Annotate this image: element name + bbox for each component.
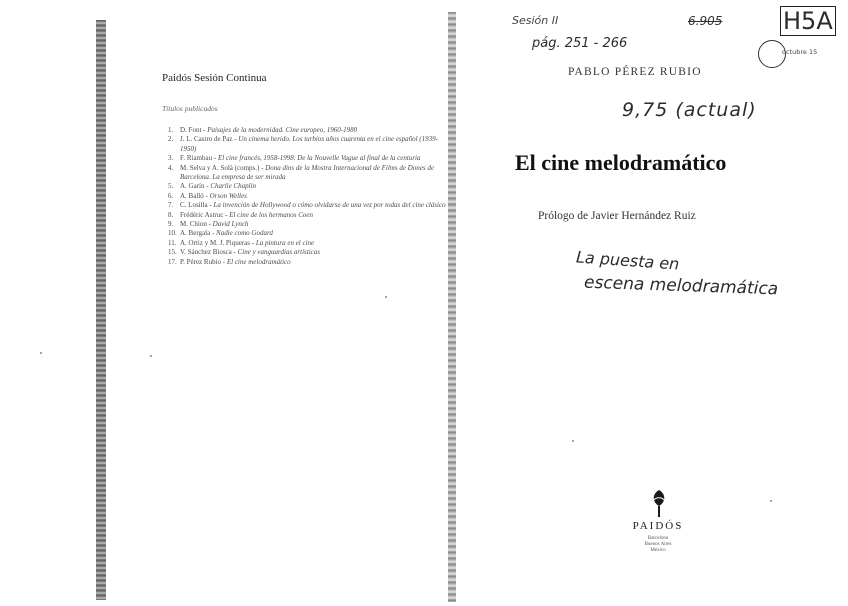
book-author: A. Balló - xyxy=(180,191,210,200)
book-gutter xyxy=(448,12,456,602)
book-number: 11. xyxy=(168,238,177,247)
publisher-name: PAIDÓS xyxy=(632,520,684,532)
book-title-entry: Un cinema herido. Los turbios años cuarenta en el cine español (1939-1950) xyxy=(180,135,438,153)
book-author: J. L. Castro de Paz - xyxy=(180,135,239,144)
handwritten-date: octubre 15 xyxy=(782,48,818,56)
book-author: M. Chion - xyxy=(180,220,213,229)
handwritten-note-line2: escena melodramática xyxy=(583,272,779,300)
city-line: Barcelona xyxy=(647,536,669,541)
book-author: D. Font - xyxy=(180,126,208,134)
publisher-cities xyxy=(618,536,698,554)
left-page xyxy=(110,0,446,606)
book-list-item xyxy=(168,239,448,248)
list-heading: Títulos publicados xyxy=(162,104,218,113)
city-line: México xyxy=(650,548,666,553)
book-number: 5. xyxy=(168,182,174,191)
book-number: 6. xyxy=(168,191,174,200)
book-author: A. Ortiz y M. J. Piqueras - xyxy=(180,238,256,247)
book-title-entry: Nadie como Godard xyxy=(216,229,273,238)
book-list-item xyxy=(168,258,448,267)
handwritten-pages: pág. 251 - 266 xyxy=(532,36,628,51)
book-title-entry: El cine francés, 1958-1998. De la Nouvelle Vague al final de la centuria xyxy=(217,154,421,163)
scan-speck xyxy=(770,500,772,502)
book-number: 8. xyxy=(168,210,174,219)
book-title-entry: Dona dins de la Mostra Internacional de Films de Dones de Barcelona. La empresa de ser mirada xyxy=(180,163,434,182)
handwritten-note-line1: La puesta en xyxy=(575,247,680,274)
book-title: El cine melodramático xyxy=(515,150,727,175)
book-number: 17. xyxy=(168,257,177,266)
book-number: 1. xyxy=(168,126,174,134)
book-title-entry: Charlie Chaplin xyxy=(210,182,257,191)
handwritten-price: 9,75 (actual) xyxy=(622,99,757,121)
book-author: M. Selva y A. Solà (comps.) - xyxy=(180,163,266,172)
book-author: A. Bergala - xyxy=(180,229,217,238)
handwritten-crossed-out: 6.905 xyxy=(688,14,723,28)
book-title-entry: La invención de Hollywood o cómo olvidarse de una vez por todas del cine clásico xyxy=(213,201,446,210)
book-list-item xyxy=(168,192,448,201)
book-number: 15. xyxy=(168,248,177,257)
book-list-item xyxy=(168,220,448,229)
book-list-item xyxy=(168,182,448,191)
paidos-logo-icon xyxy=(648,488,670,518)
book-list-item xyxy=(168,135,448,154)
book-title-entry: Orson Welles xyxy=(209,191,247,200)
book-title-entry: David Lynch xyxy=(212,220,249,229)
book-number: 4. xyxy=(168,163,174,172)
book-list-item xyxy=(168,164,448,183)
book-author: P. Pérez Rubio - xyxy=(180,257,227,266)
book-title-entry: El cine de los hermanos Coen xyxy=(229,210,313,219)
book-title-entry: Cine y vanguardias artísticas xyxy=(237,248,320,257)
published-titles-list xyxy=(168,126,448,267)
book-author: A. Garín - xyxy=(180,182,211,191)
book-list-item xyxy=(168,126,448,135)
book-author: C. Losilla - xyxy=(180,201,214,210)
book-list-item xyxy=(168,154,448,163)
scan-speck xyxy=(572,440,574,442)
book-number: 9. xyxy=(168,220,174,229)
book-title-entry: El cine melodramático xyxy=(226,257,291,266)
book-number: 2. xyxy=(168,135,174,144)
book-number: 10. xyxy=(168,229,177,238)
author-name: PABLO PÉREZ RUBIO xyxy=(568,66,702,78)
collection-title: Paidós Sesión Continua xyxy=(162,72,267,84)
book-list-item xyxy=(168,201,448,210)
right-page xyxy=(458,0,848,606)
scan-speck xyxy=(150,355,152,357)
book-title-entry: Paisajes de la modernidad. Cine europeo, 1960-1980 xyxy=(207,126,358,134)
book-number: 7. xyxy=(168,201,174,210)
book-title-entry: La pintura en el cine xyxy=(255,238,315,247)
handwritten-shelf-code: H5A xyxy=(780,6,836,36)
book-list-item xyxy=(168,211,448,220)
book-author: Frédéric Astruc - xyxy=(180,210,230,219)
prologue-credit: Prólogo de Javier Hernández Ruiz xyxy=(538,210,696,222)
book-number: 3. xyxy=(168,154,174,163)
book-author: V. Sánchez Biosca - xyxy=(180,248,238,257)
scan-speck xyxy=(385,296,387,298)
left-book-edge xyxy=(96,20,106,600)
handwritten-reference: Sesión II xyxy=(512,14,559,27)
book-author: F. Riambau - xyxy=(180,154,218,163)
scan-speck xyxy=(40,352,42,354)
book-list-item xyxy=(168,248,448,257)
city-line: Buenos Aires xyxy=(644,542,672,547)
book-list-item xyxy=(168,229,448,238)
